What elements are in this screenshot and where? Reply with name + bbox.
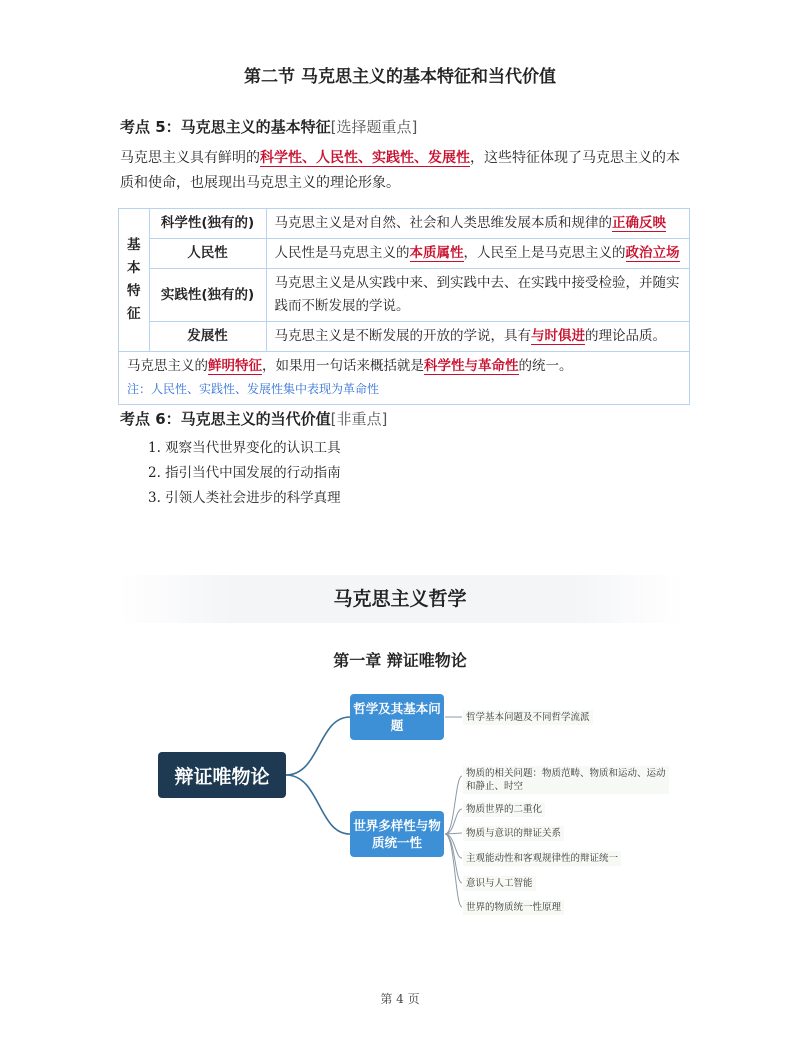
intro-text: 马克思主义具有鲜明的 bbox=[120, 150, 260, 166]
side-char: 征 bbox=[127, 306, 141, 322]
mindmap-node: 世界多样性与物质统一性 bbox=[350, 811, 444, 857]
section-title: 第二节 马克思主义的基本特征和当代价值 bbox=[244, 67, 556, 87]
side-char: 本 bbox=[127, 260, 141, 276]
desc-text: 马克思主义是不断发展的开放的学说，具有 bbox=[274, 328, 531, 344]
connector bbox=[286, 775, 350, 834]
feature-desc: 马克思主义是从实践中来、到实践中去、在实践中接受检验，并随实践而不断发展的学说。 bbox=[266, 269, 690, 322]
mindmap-leaf: 物质世界的二重化 bbox=[463, 802, 545, 817]
desc-text: 马克思主义是对自然、社会和人类思维发展本质和规律的 bbox=[274, 215, 612, 231]
summary-highlight: 鲜明特征 bbox=[208, 358, 262, 374]
desc-text: ，人民至上是马克思主义的 bbox=[463, 245, 626, 261]
mindmap-leaf: 物质与意识的辩证关系 bbox=[463, 826, 564, 841]
note: 注：人民性、实践性、发展性集中表现为革命性 bbox=[127, 382, 380, 396]
mindmap-leaf: 世界的物质统一性原理 bbox=[463, 900, 564, 915]
side-char: 基 bbox=[127, 237, 141, 253]
desc-highlight: 本质属性 bbox=[409, 245, 464, 261]
list-item: 1. 观察当代世界变化的认识工具 bbox=[148, 440, 341, 456]
list-item: 2. 指引当代中国发展的行动指南 bbox=[148, 465, 341, 481]
mindmap-leaf: 主观能动性和客观规律性的辩证统一 bbox=[463, 851, 621, 866]
mindmap-node: 哲学及其基本问题 bbox=[350, 694, 444, 740]
part-title: 马克思主义哲学 bbox=[333, 588, 467, 610]
kp5-title: 考点 5：马克思主义的基本特征 bbox=[120, 118, 331, 136]
desc-text: 人民性是马克思主义的 bbox=[274, 245, 410, 261]
feature-name: 科学性(独有的) bbox=[149, 209, 266, 239]
mindmap-leaf: 哲学基本问题及不同哲学流派 bbox=[463, 710, 593, 725]
page-number: 第 4 页 bbox=[380, 992, 420, 1006]
desc-highlight: 正确反映 bbox=[612, 215, 666, 231]
feature-name: 人民性 bbox=[149, 239, 266, 269]
connector bbox=[445, 834, 462, 907]
connector bbox=[286, 717, 350, 775]
desc-text: 的理论品质。 bbox=[585, 328, 666, 344]
feature-name: 实践性(独有的) bbox=[149, 269, 266, 322]
intro-text: ，这些特征体现了马克思主义的本质和使命，也展现出马克思主义的理论形象。 bbox=[120, 150, 680, 191]
summary-text: 的统一。 bbox=[518, 358, 573, 374]
feature-name: 发展性 bbox=[149, 322, 266, 352]
kp6-tag: [非重点] bbox=[330, 410, 388, 428]
intro-highlight: 科学性、人民性、实践性、发展性 bbox=[260, 150, 470, 166]
side-char: 特 bbox=[127, 283, 141, 299]
summary-text: 马克思主义的 bbox=[127, 358, 208, 374]
mindmap-root: 辩证唯物论 bbox=[158, 752, 286, 798]
chapter-title: 第一章 辩证唯物论 bbox=[333, 651, 467, 670]
kp6-title: 考点 6：马克思主义的当代价值 bbox=[120, 410, 331, 428]
kp5-tag: [选择题重点] bbox=[330, 118, 418, 136]
list-item: 3. 引领人类社会进步的科学真理 bbox=[148, 490, 341, 506]
summary-highlight: 科学性与革命性 bbox=[424, 358, 519, 374]
desc-highlight: 政治立场 bbox=[625, 245, 680, 261]
summary-text: ，如果用一句话来概括就是 bbox=[262, 358, 424, 374]
mindmap-leaf: 物质的相关问题：物质范畴、物质和运动、运动和静止、时空 bbox=[463, 766, 669, 794]
mindmap-leaf: 意识与人工智能 bbox=[463, 876, 536, 891]
desc-highlight: 与时俱进 bbox=[531, 328, 585, 344]
